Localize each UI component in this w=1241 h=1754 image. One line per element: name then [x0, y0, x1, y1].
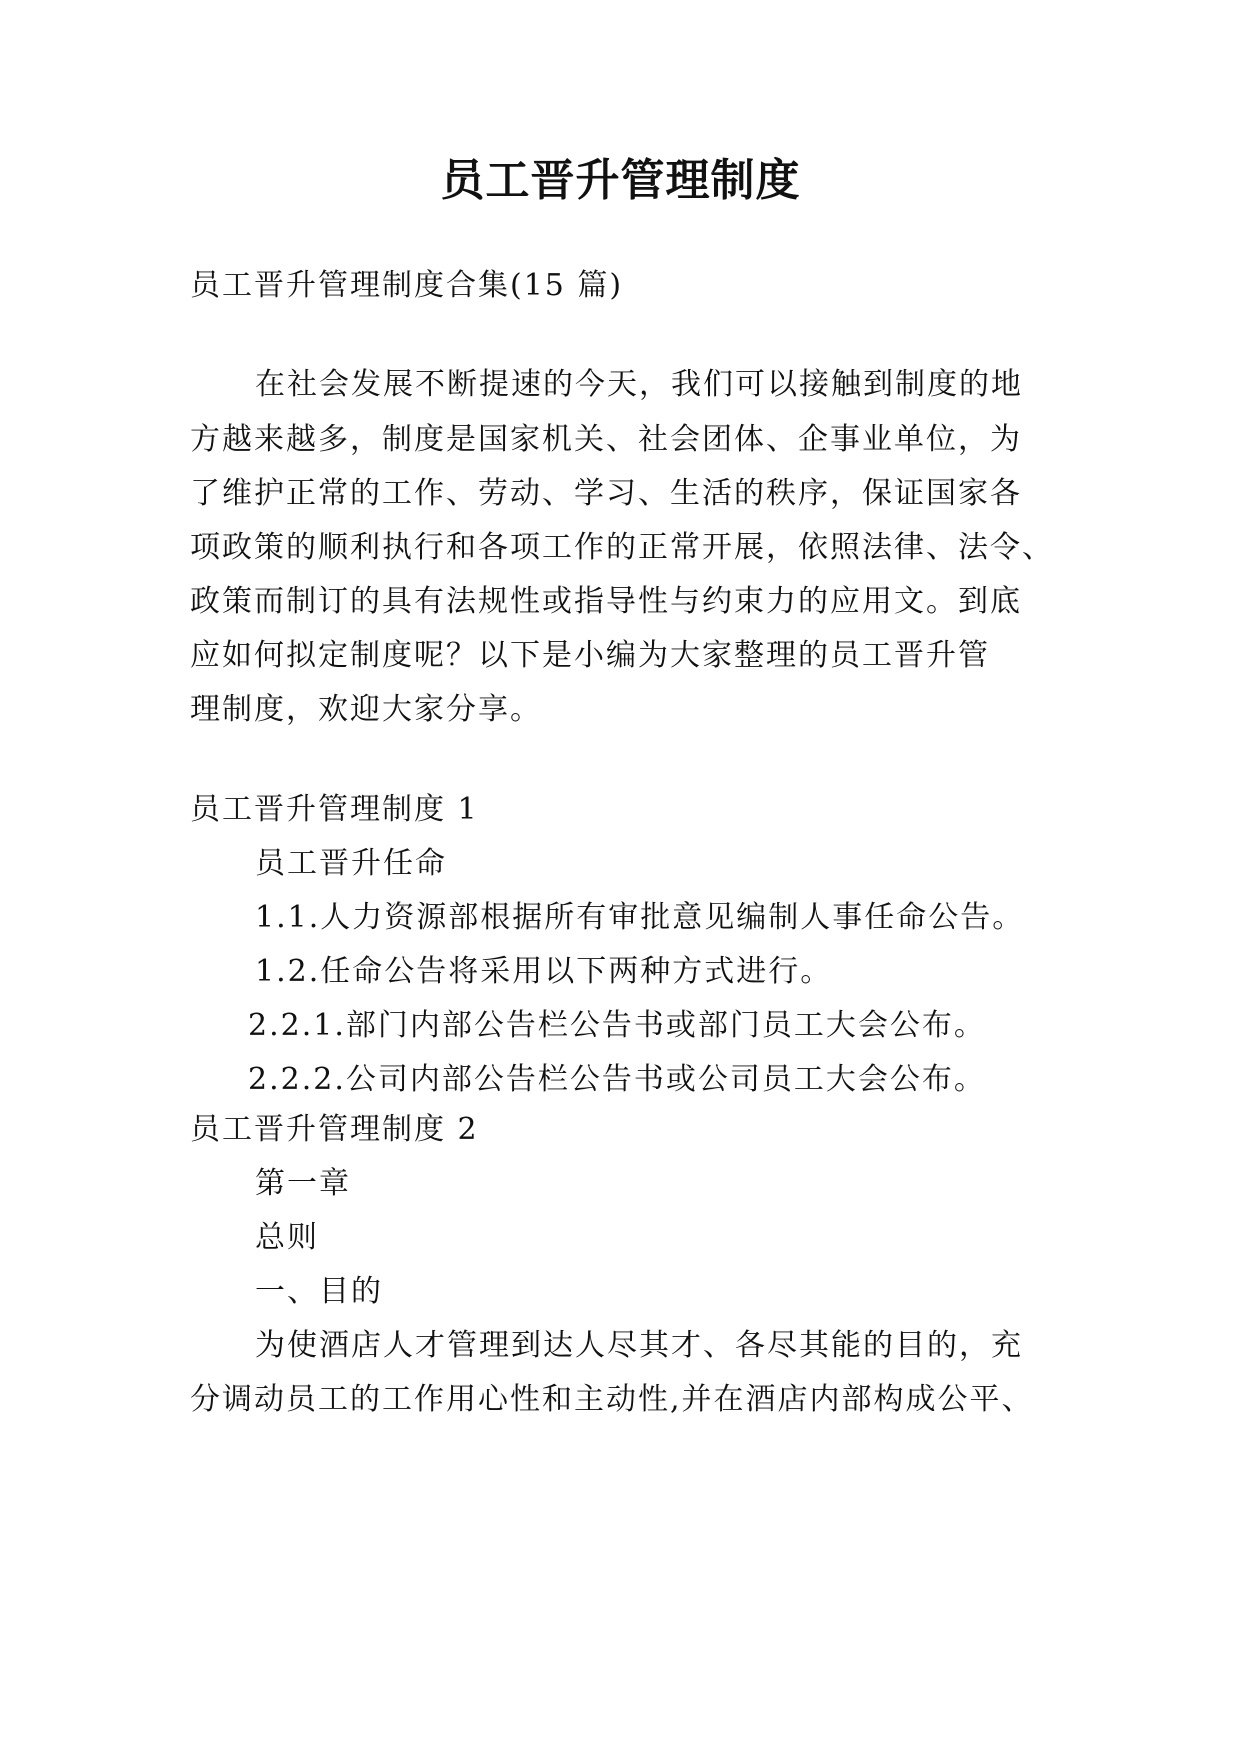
section-subheading: 员工晋升任命: [255, 846, 447, 881]
body-line: 为使酒店人才管理到达人尽其才、各尽其能的目的，充: [255, 1328, 1023, 1363]
intro-line: 在社会发展不断提速的今天，我们可以接触到制度的地: [255, 367, 1023, 402]
chapter-label: 第一章: [255, 1166, 351, 1201]
intro-line: 项政策的顺利执行和各项工作的正常开展，依照法律、法令、: [190, 530, 1054, 565]
chapter-title: 总则: [255, 1220, 319, 1255]
intro-line: 理制度，欢迎大家分享。: [190, 692, 542, 727]
intro-line: 方越来越多，制度是国家机关、社会团体、企事业单位，为: [190, 422, 1022, 457]
document-title: 员工晋升管理制度: [440, 155, 801, 206]
body-line: 分调动员工的工作用心性和主动性,并在酒店内部构成公平、: [190, 1382, 1034, 1417]
list-item: 1.2.任命公告将采用以下两种方式进行。: [255, 954, 833, 989]
list-item: 2.2.1.部门内部公告栏公告书或部门员工大会公布。: [248, 1008, 986, 1043]
list-item: 1.1.人力资源部根据所有审批意见编制人事任命公告。: [255, 900, 1025, 935]
document-subtitle: 员工晋升管理制度合集(15 篇): [190, 268, 624, 303]
intro-line: 了维护正常的工作、劳动、学习、生活的秩序，保证国家各: [190, 476, 1022, 511]
section-heading: 员工晋升管理制度 2: [190, 1112, 479, 1147]
intro-line: 政策而制订的具有法规性或指导性与约束力的应用文。到底: [190, 584, 1022, 619]
list-item: 2.2.2.公司内部公告栏公告书或公司员工大会公布。: [248, 1062, 986, 1097]
intro-line: 应如何拟定制度呢？以下是小编为大家整理的员工晋升管: [190, 638, 990, 673]
clause-heading: 一、目的: [255, 1274, 383, 1309]
section-heading: 员工晋升管理制度 1: [190, 792, 479, 827]
